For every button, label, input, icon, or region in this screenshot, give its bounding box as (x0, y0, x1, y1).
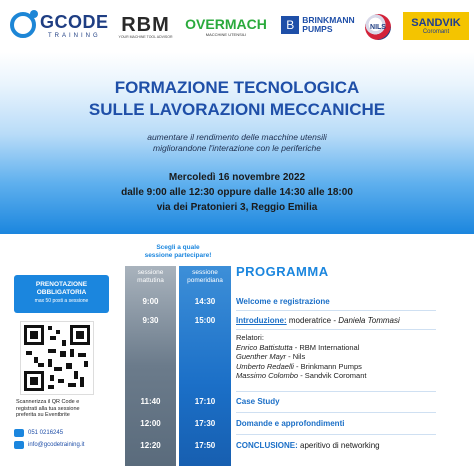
afternoon-time-5: 17:50 (194, 441, 216, 450)
morning-time-5: 12:20 (140, 441, 161, 450)
event-subtitle-line2: migliorandone l'interazione con le periferiche (153, 143, 321, 153)
afternoon-header-line2: pomeridiana (187, 277, 223, 284)
brinkmann-pumps-logo (278, 12, 358, 38)
nils-logo-name: NILS (365, 14, 391, 40)
program-divider (236, 310, 436, 311)
event-subtitle-line1: aumentare il rendimento delle macchine utensili (147, 132, 327, 142)
brinkmann-logo-line1: BRINKMANN (302, 15, 355, 25)
choose-session-line1: Scegli a quale (156, 244, 200, 251)
afternoon-header-line1: sessione (192, 269, 218, 276)
qr-caption (14, 399, 109, 419)
afternoon-time-3: 17:10 (194, 397, 216, 406)
brinkmann-logo-mark: B (281, 16, 299, 34)
booking-panel (14, 275, 109, 449)
program-item-person: Daniela Tommasi (338, 316, 400, 325)
choose-session-line2: sessione partecipare! (144, 252, 212, 259)
rbm-logo-sub: YOUR MACHINE TOOL ADVISOR (118, 35, 173, 39)
morning-time-1: 9:00 (142, 297, 159, 306)
phone-contact[interactable] (14, 429, 109, 437)
nils-logo (363, 12, 393, 42)
afternoon-time-4: 17:30 (194, 419, 216, 428)
speaker-item: Enrico Battistutta - RBM International (236, 342, 360, 352)
program-divider (236, 391, 436, 392)
event-subtitle (0, 132, 474, 154)
program-item-domande (236, 419, 344, 428)
booking-capacity: max 50 posti a sessione (34, 298, 89, 304)
program-item-extra: aperitivo di networking (297, 441, 380, 450)
event-details (0, 170, 474, 215)
program-item-label: CONCLUSIONE: (236, 441, 298, 450)
afternoon-time-2: 15:00 (194, 316, 216, 325)
morning-time-4: 12:00 (140, 419, 161, 428)
program-item-introduzione (236, 316, 400, 325)
gcode-training-logo (8, 10, 112, 42)
qr-caption-line1: Scannerizza il QR Code e (16, 399, 80, 405)
program-item-label: Domande e approfondimenti (236, 419, 345, 428)
program-divider (236, 434, 436, 435)
program-divider (236, 329, 436, 330)
morning-time-3: 11:40 (140, 397, 161, 406)
gcode-logo-mark (10, 12, 36, 38)
afternoon-session-column[interactable] (179, 266, 231, 466)
program-item-label: Case Study (236, 397, 280, 406)
email-address: info@gcodetraining.it (28, 441, 85, 448)
speakers-list (236, 333, 366, 381)
email-icon (14, 441, 24, 449)
booking-line1: PRENOTAZIONE (35, 281, 88, 288)
brinkmann-logo-line2: PUMPS (302, 24, 333, 34)
event-title-line2: SULLE LAVORAZIONI MECCANICHE (88, 100, 386, 119)
speakers-label: Relatori: (236, 333, 264, 342)
morning-time-2: 9:30 (142, 316, 159, 325)
program-item-label: Welcome e registrazione (236, 297, 330, 306)
afternoon-time-1: 14:30 (194, 297, 216, 306)
sponsor-logos-bar (0, 0, 474, 50)
program-item-welcome (236, 297, 330, 306)
overmach-logo-name: OVERMACH (185, 16, 267, 32)
overmach-logo-sub: MACCHINE UTENSILI (205, 32, 247, 37)
gcode-logo-sub: TRAINING (48, 33, 101, 39)
booking-banner (14, 275, 109, 313)
event-date: Mercoledì 16 novembre 2022 (168, 172, 306, 183)
email-contact[interactable] (14, 441, 109, 449)
qr-caption-line2: registrati alla tua sessione (16, 405, 80, 412)
event-address: via dei Pratonieri 3, Reggio Emilia (156, 202, 318, 213)
program-item-extra: moderatrice - (286, 316, 339, 325)
rbm-logo (118, 12, 173, 42)
program-item-conclusione (236, 441, 380, 450)
sandvik-logo-sub: Coromant (422, 29, 450, 35)
choose-session-heading (125, 244, 231, 260)
program-item-case-study (236, 397, 280, 406)
speaker-item: Massimo Colombo - Sandvik Coromant (236, 371, 367, 380)
speaker-item: Guenther Mayr - Nils (236, 352, 306, 361)
registration-qr-code[interactable] (20, 321, 94, 395)
morning-session-header (125, 269, 176, 285)
morning-header-line2: mattutina (137, 277, 164, 284)
event-title-line1: FORMAZIONE TECNOLOGICA (114, 78, 360, 97)
qr-code-icon (21, 322, 93, 394)
gcode-logo-name: GCODE (40, 12, 109, 32)
event-hours: dalle 9:00 alle 12:30 oppure dalle 14:30 alle 18:00 (121, 187, 353, 198)
program-item-label: Introduzione: (236, 316, 287, 325)
program-divider (236, 412, 436, 413)
speaker-item: Umberto Redaelli - Brinkmann Pumps (236, 361, 362, 371)
qr-caption-line3: preferita su Eventbrite (16, 412, 70, 418)
hero-banner (0, 52, 474, 234)
morning-session-column[interactable] (125, 266, 176, 466)
afternoon-session-header (179, 269, 231, 285)
programma-title: PROGRAMMA (236, 264, 329, 279)
sandvik-coromant-logo (403, 12, 469, 40)
booking-line2: OBBLIGATORIA (36, 289, 87, 296)
sandvik-logo-name: SANDVIK (411, 17, 461, 29)
phone-number: 051 0216245 (28, 429, 64, 436)
morning-header-line1: sessione (137, 269, 164, 276)
phone-icon (14, 429, 24, 437)
overmach-logo (178, 12, 274, 42)
rbm-logo-name: RBM (121, 14, 170, 36)
event-title (0, 77, 474, 121)
